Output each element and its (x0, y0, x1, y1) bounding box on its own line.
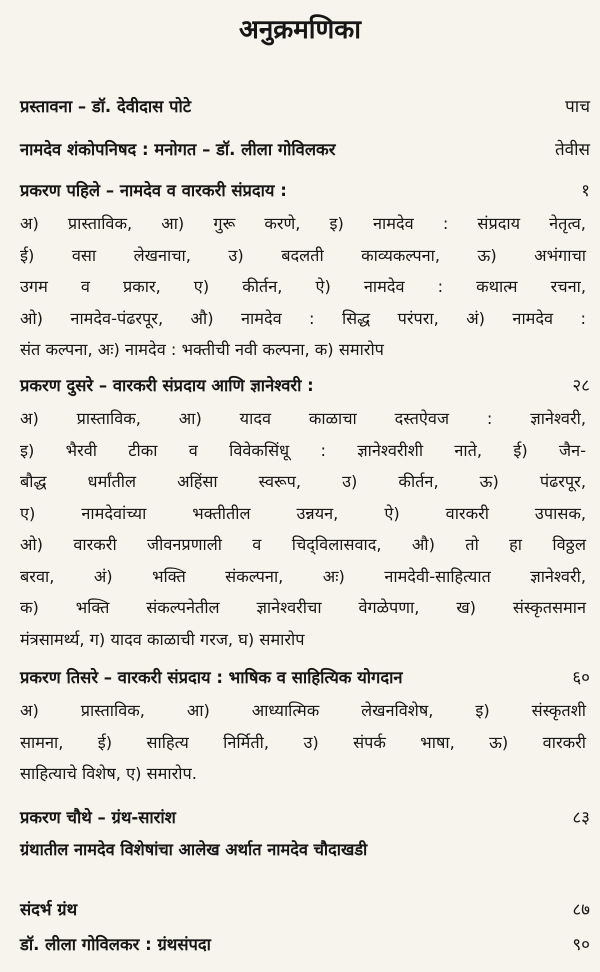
toc-subtopic-line: ओ) नामदेव-पंढरपूर, औ) नामदेव : सिद्ध परंपरा, अं) नामदेव : (20, 308, 586, 328)
toc-page-number: तेवीस (554, 140, 590, 160)
toc-subtopics (20, 403, 590, 655)
toc-page-number: ८७ (572, 900, 590, 920)
toc-subtopic-line: मंत्रसामर्थ्य, ग) यादव काळाची गरज, घ) समारोप (20, 629, 305, 649)
toc-heading-text: प्रस्तावना – डॉ. देवीदास पोटे (20, 97, 192, 116)
toc-entry-prastavana (20, 90, 590, 124)
toc-page-number: २८ (572, 376, 590, 396)
toc-heading-text: प्रकरण पहिले – नामदेव व वारकरी संप्रदाय : (20, 181, 287, 200)
toc-heading (20, 90, 590, 124)
toc-subtopic-line: संत कल्पना, अः) नामदेव : भक्तीची नवी कल्पना, क) समारोप (20, 340, 384, 359)
toc-entry-chapter-3 (20, 661, 590, 790)
toc-heading-text: प्रकरण तिसरे – वारकरी संप्रदाय : भाषिक व साहित्यिक योगदान (20, 668, 403, 687)
toc-entry-bibliography (20, 928, 590, 962)
toc-page-number: १ (581, 181, 590, 201)
toc-heading-text: डॉ. लीला गोविलकर : ग्रंथसंपदा (20, 935, 211, 954)
toc-page-number: पाच (565, 97, 590, 117)
toc-heading (20, 661, 590, 695)
toc-heading-text: प्रकरण दुसरे – वारकरी संप्रदाय आणि ज्ञानेश्वरी : (20, 376, 314, 395)
toc-subtopic-line: अ) प्रास्ताविक, आ) गुरू करणे, इ) नामदेव : संप्रदाय नेतृत्व, (20, 214, 586, 233)
toc-heading (20, 174, 590, 208)
toc-heading (20, 893, 590, 927)
toc-subtopic-line: अ) प्रास्ताविक, आ) आध्यात्मिक लेखनविशेष, इ) संस्कृतशी (20, 701, 586, 720)
toc-heading-text: संदर्भ ग्रंथ (20, 900, 78, 919)
toc-entry-chapter-1 (20, 174, 590, 366)
toc-heading (20, 928, 590, 962)
toc-entry-chapter-2 (20, 369, 590, 655)
toc-heading (20, 801, 590, 835)
toc-subtopic-line: अ) प्रास्ताविक, आ) यादव काळाचा दस्तऐवज : ज्ञानेश्वरी, (20, 409, 586, 428)
page-title: अनुक्रमणिका (238, 15, 362, 45)
toc-subtitle: ग्रंथातील नामदेव विशेषांचा आलेख अर्थात नामदेव चौदाखडी (20, 840, 368, 859)
toc-entry-manogat (20, 133, 590, 167)
toc-subtopic-line: बौद्ध धर्मांतील अहिंसा स्वरूप, उ) कीर्तन, ऊ) पंढरपूर, (20, 472, 586, 491)
toc-subtopic-line: ओ) वारकरी जीवनप्रणाली व चिद्‌विलासवाद, औ) तो हा विठ्ठल (20, 535, 586, 554)
toc-subtopics (20, 695, 590, 790)
toc-subtopic-line: क) भक्ति संकल्पनेतील ज्ञानेश्वरीचा वेगळेपणा, ख) संस्कृतसमान (20, 598, 586, 617)
toc-subtopic-line: बरवा, अं) भक्ति संकल्पना, अः) नामदेवी-साहित्यात ज्ञानेश्वरी, (20, 566, 586, 586)
toc-heading (20, 369, 590, 403)
toc-subtopic-line: साहित्याचे विशेष, ए) समारोप. (20, 764, 197, 783)
toc-subtopic-line: ई) वसा लेखनाचा, उ) बदलती काव्यकल्पना, ऊ) अभंगाचा (20, 245, 586, 265)
toc-entry-chapter-4 (20, 801, 590, 865)
toc-subtopics (20, 208, 590, 366)
toc-page-number: ६० (572, 668, 590, 688)
toc-subtopic-line: इ) भैरवी टीका व विवेकसिंधू : ज्ञानेश्वरीशी नाते, ई) जैन- (20, 440, 586, 460)
toc-heading-text: नामदेव शंकोपनिषद : मनोगत – डॉ. लीला गोविलकर (20, 140, 336, 159)
toc-heading-text: प्रकरण चौथे – ग्रंथ-सारांश (20, 808, 176, 827)
toc-subtopic-line: ए) नामदेवांच्या भक्तीतील उन्नयन, ऐ) वारकरी उपासक, (20, 503, 586, 523)
toc-subtopic-line: उगम व प्रकार, ए) कीर्तन, ऐ) नामदेव : कथात्म रचना, (20, 277, 586, 296)
toc-heading (20, 133, 590, 167)
toc-entry-references (20, 893, 590, 927)
toc-page-number: ८३ (572, 808, 590, 828)
toc-page-number: ९० (572, 935, 590, 955)
toc-subtopic-line: सामना, ई) साहित्य निर्मिती, उ) संपर्क भाषा, ऊ) वारकरी (20, 732, 586, 752)
